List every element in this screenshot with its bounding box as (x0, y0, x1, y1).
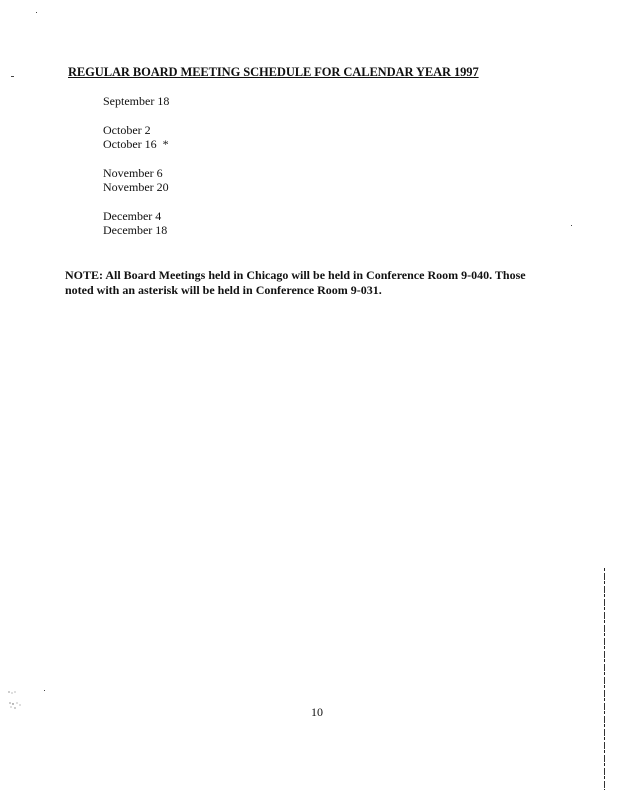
meeting-date: December 4 (103, 208, 162, 223)
scan-speck (11, 76, 14, 77)
page-number: 10 (311, 705, 323, 719)
scan-speck (571, 225, 572, 226)
document-title: REGULAR BOARD MEETING SCHEDULE FOR CALENDAR YEAR 1997 (68, 65, 479, 79)
meeting-date: October 2 (103, 122, 151, 137)
meeting-date: September 18 (103, 94, 170, 108)
meeting-date: November 6 (103, 165, 163, 180)
date-group-november (103, 166, 169, 195)
conference-room-note: NOTE: All Board Meetings held in Chicago will be held in Conference Room 9-040. Those noted with an asterisk will be held in Conference Room 9-031. (65, 268, 526, 297)
meeting-date: November 20 (103, 180, 169, 194)
scan-speck (44, 690, 45, 691)
meeting-dates-list (103, 94, 169, 252)
scan-corner-noise (6, 688, 28, 714)
meeting-date: December 18 (103, 223, 168, 237)
date-group-october (103, 123, 169, 152)
date-group-september (103, 94, 169, 109)
date-group-december (103, 209, 169, 238)
scan-speck (36, 12, 37, 13)
meeting-date: October 16 * (103, 137, 169, 151)
scan-edge-line (604, 568, 605, 790)
